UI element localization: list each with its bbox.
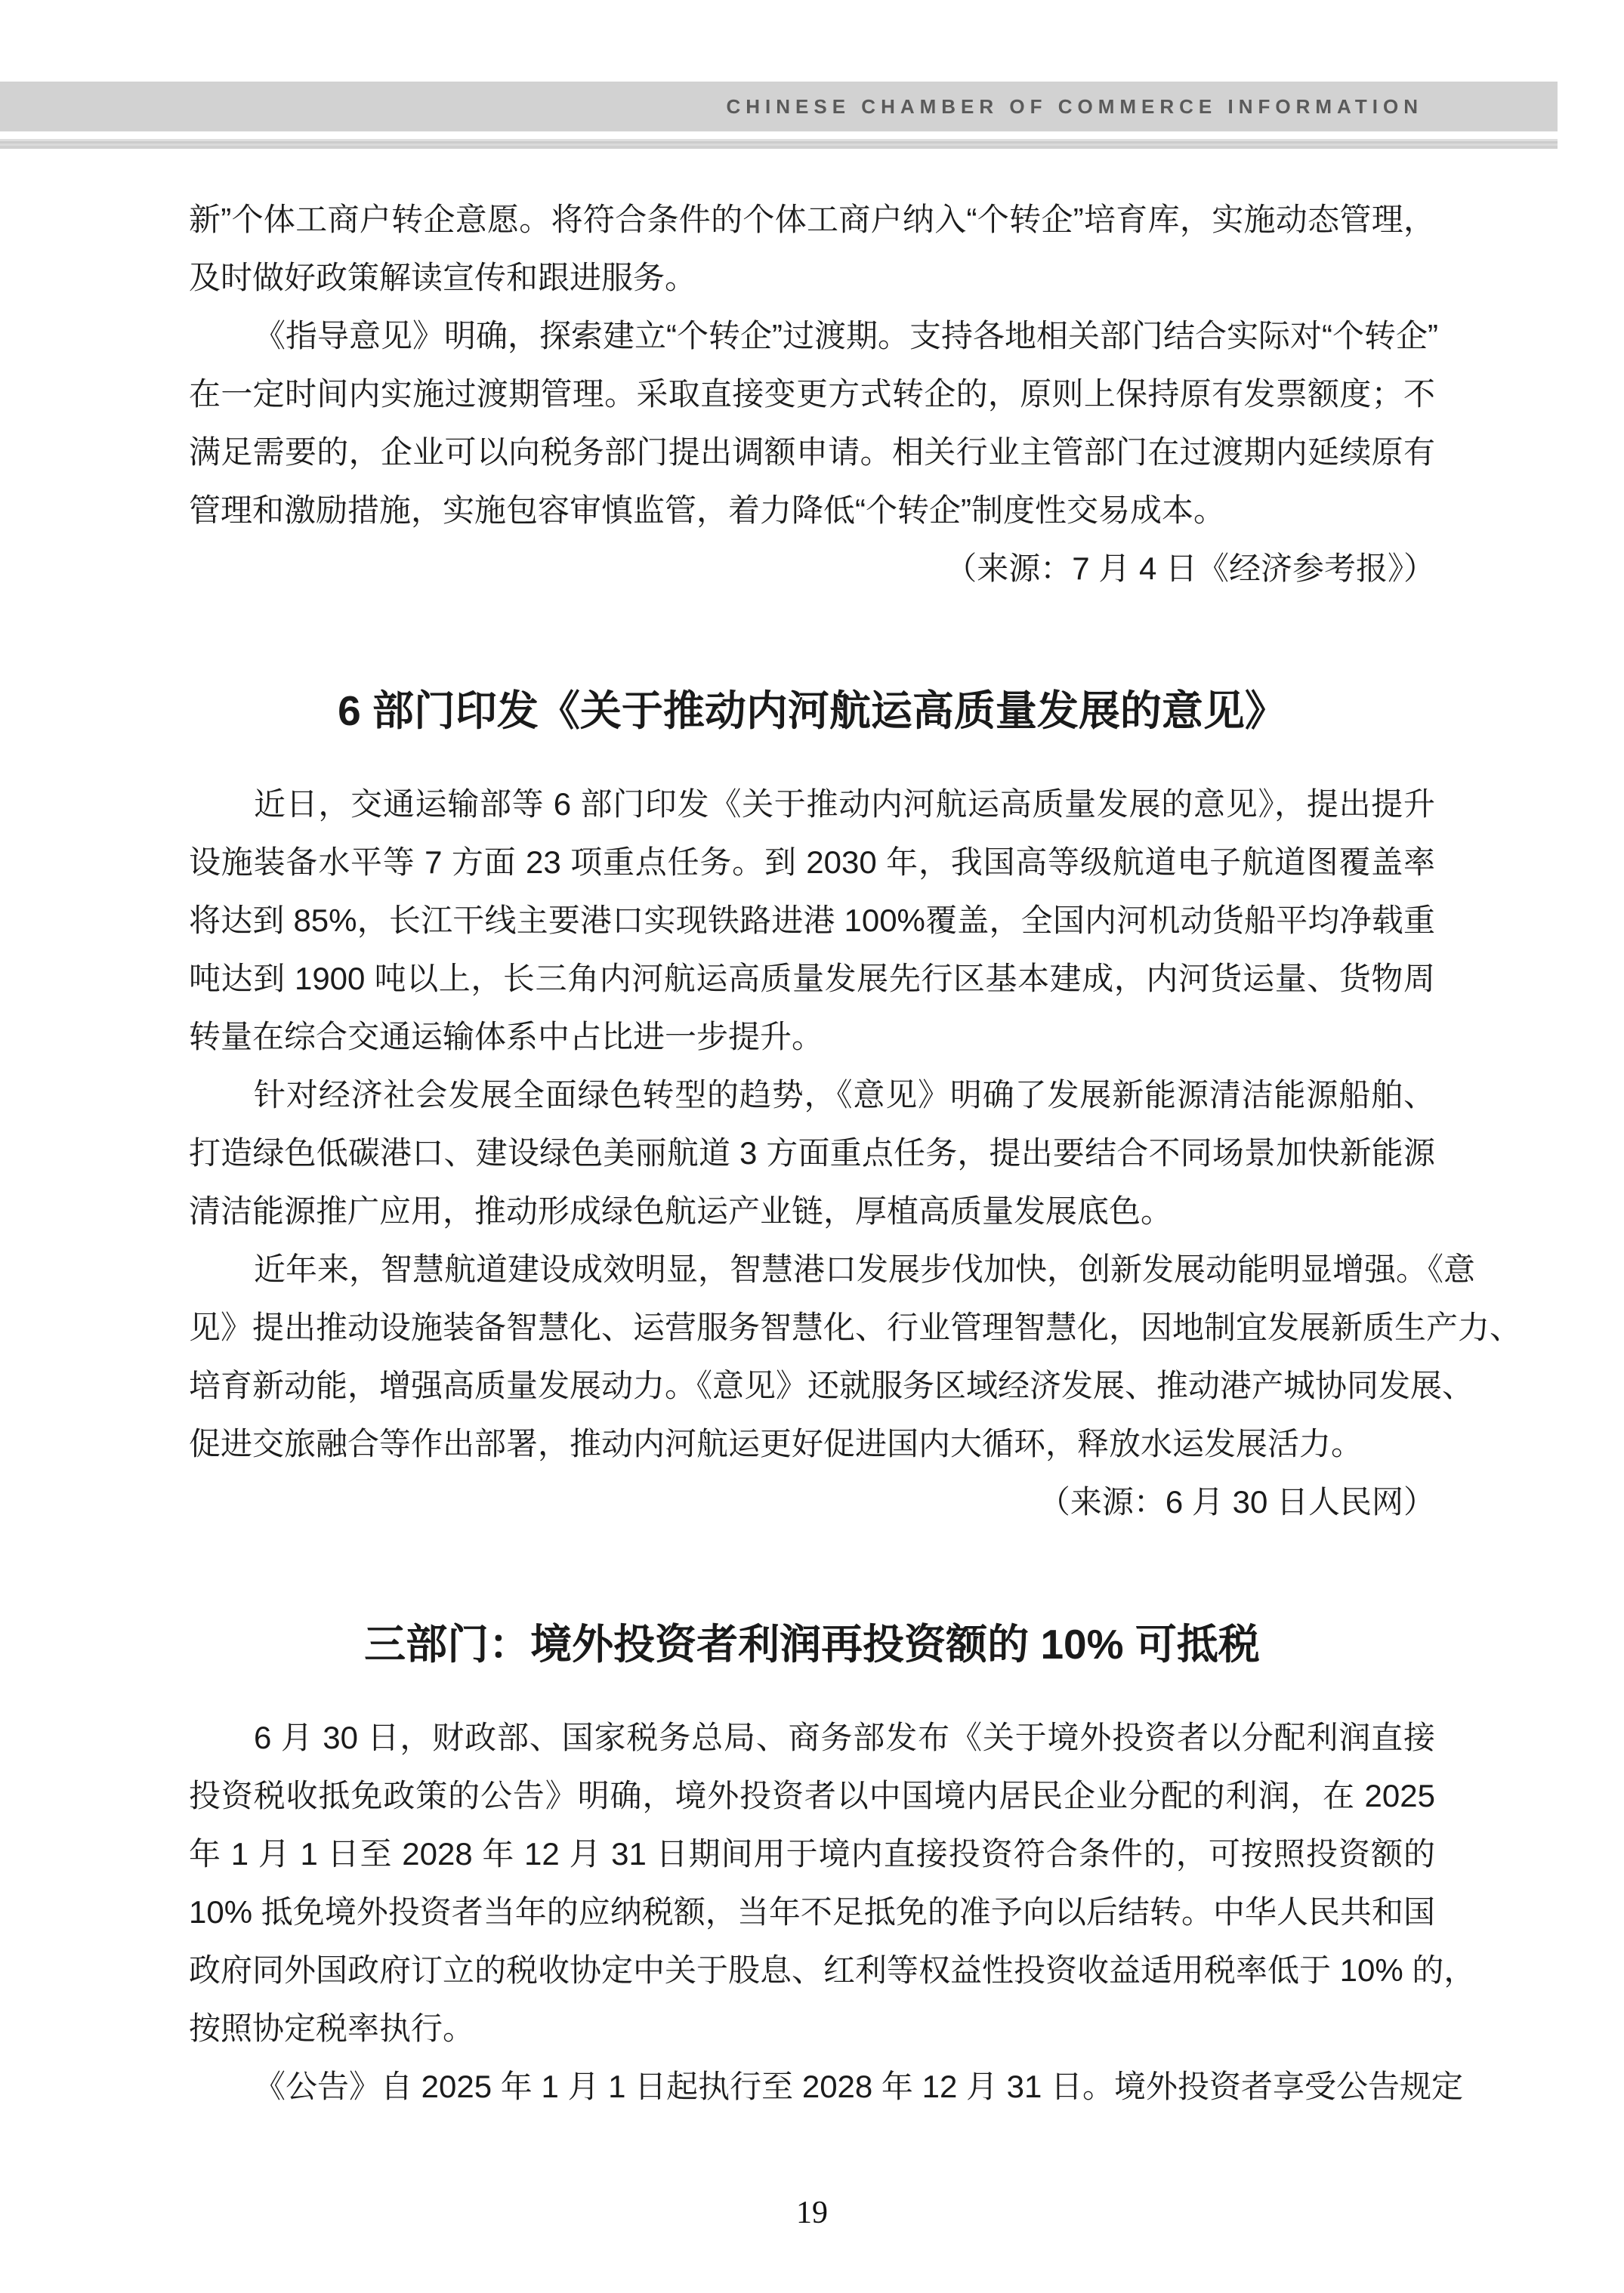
text-line: 《指导意见》明确，探索建立“个转企”过渡期。支持各地相关部门结合实际对“个转企” <box>254 318 1438 353</box>
article-heading: 6 部门印发《关于推动内河航运高质量发展的意见》 <box>338 687 1286 734</box>
text-line: 近日，交通运输部等 6 部门印发《关于推动内河航运高质量发展的意见》，提出提升 <box>254 786 1435 822</box>
text-line: 转量在综合交通运输体系中占比进一步提升。 <box>189 1019 824 1054</box>
text-line: 政府同外国政府订立的税收协定中关于股息、红利等权益性投资收益适用税率低于 10% 的， <box>189 1952 1476 1988</box>
header-title: CHINESE CHAMBER OF COMMERCE INFORMATION <box>726 95 1423 118</box>
source-line: （来源：6 月 30 日人民网） <box>1038 1484 1435 1520</box>
text-line: 培育新动能，增强高质量发展动力。《意见》还就服务区域经济发展、推动港产城协同发展、 <box>189 1368 1474 1403</box>
page-number: 19 <box>796 2196 828 2230</box>
text-line: 将达到 85%，长江干线主要港口实现铁路进港 100%覆盖，全国内河机动货船平均净载重 <box>189 903 1435 938</box>
text-line: 6 月 30 日，财政部、国家税务总局、商务部发布《关于境外投资者以分配利润直接 <box>254 1720 1435 1755</box>
text-line: 《公告》自 2025 年 1 月 1 日起执行至 2028 年 12 月 31 日。境外投资者享受公告规定 <box>254 2069 1464 2104</box>
header-band <box>0 82 1558 131</box>
text-line: 满足需要的，企业可以向税务部门提出调额申请。相关行业主管部门在过渡期内延续原有 <box>189 434 1435 470</box>
header-stripe <box>0 139 1558 149</box>
text-line: 管理和激励措施，实施包容审慎监管，着力降低“个转企”制度性交易成本。 <box>189 492 1225 528</box>
text-line: 10% 抵免境外投资者当年的应纳税额，当年不足抵免的准予向以后结转。中华人民共和国 <box>189 1894 1435 1930</box>
text-line: 针对经济社会发展全面绿色转型的趋势，《意见》明确了发展新能源清洁能源船舶、 <box>254 1077 1435 1113</box>
document-body <box>189 190 1522 2232</box>
text-line: 见》提出推动设施装备智慧化、运营服务智慧化、行业管理智慧化，因地制宜发展新质生产力、 <box>189 1310 1522 1345</box>
text-line: 设施装备水平等 7 方面 23 项重点任务。到 2030 年，我国高等级航道电子航道图覆盖率 <box>189 844 1435 880</box>
text-line: 年 1 月 1 日至 2028 年 12 月 31 日期间用于境内直接投资符合条件的，可按照投资额的 <box>189 1836 1435 1872</box>
text-line: 打造绿色低碳港口、建设绿色美丽航道 3 方面重点任务，提出要结合不同场景加快新能源 <box>189 1135 1435 1171</box>
text-line: 清洁能源推广应用，推动形成绿色航运产业链，厚植高质量发展底色。 <box>189 1193 1173 1229</box>
text-line: 促进交旅融合等作出部署，推动内河航运更好促进国内大循环，释放水运发展活力。 <box>189 1426 1363 1461</box>
article-heading: 三部门：境外投资者利润再投资额的 10% 可抵税 <box>364 1621 1260 1668</box>
source-line: （来源：7 月 4 日《经济参考报》） <box>945 551 1435 586</box>
text-line: 在一定时间内实施过渡期管理。采取直接变更方式转企的，原则上保持原有发票额度；不 <box>189 376 1435 412</box>
text-line: 吨达到 1900 吨以上，长三角内河航运高质量发展先行区基本建成，内河货运量、货物周 <box>189 961 1435 996</box>
text-line: 投资税收抵免政策的公告》明确，境外投资者以中国境内居民企业分配的利润，在 2025 <box>189 1778 1435 1813</box>
text-line: 及时做好政策解读宣传和跟进服务。 <box>189 260 697 295</box>
text-line: 新”个体工商户转企意愿。将符合条件的个体工商户纳入“个转企”培育库，实施动态管理， <box>189 202 1435 237</box>
text-line: 近年来，智慧航道建设成效明显，智慧港口发展步伐加快，创新发展动能明显增强。《意 <box>254 1251 1476 1287</box>
text-line: 按照协定税率执行。 <box>189 2011 475 2046</box>
